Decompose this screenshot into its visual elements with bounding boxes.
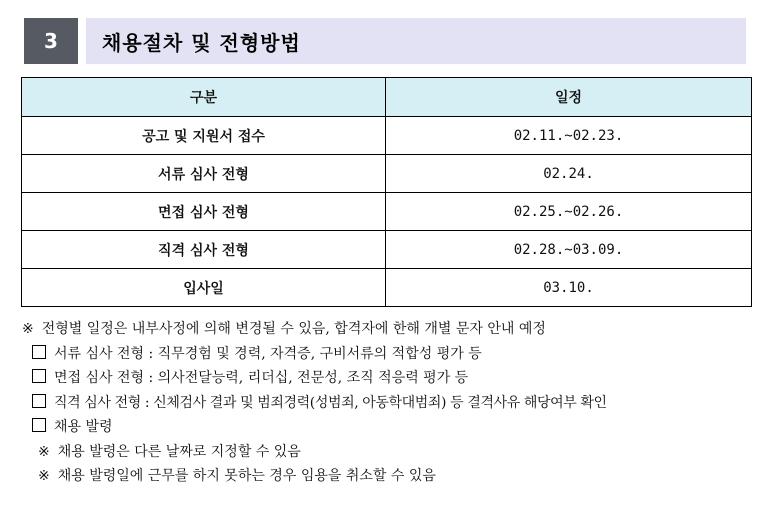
row-label: 면접 심사 전형 (22, 193, 386, 231)
header-category: 구분 (22, 78, 386, 117)
sub-note-text: 채용 발령일에 근무를 하지 못하는 경우 임용을 취소할 수 있음 (57, 468, 436, 484)
row-label: 입사일 (22, 269, 386, 307)
section-title: 채용절차 및 전형방법 (102, 30, 301, 55)
table-row (22, 269, 752, 307)
note-symbol: ※ (38, 443, 50, 460)
list-item (22, 391, 767, 416)
list-item (22, 366, 767, 391)
table-row (22, 193, 752, 231)
note-symbol: ※ (38, 468, 50, 484)
checkbox-square-icon (32, 418, 46, 432)
checkbox-square-icon (32, 369, 46, 383)
row-date: 03.10. (386, 269, 752, 307)
notes-section (22, 317, 767, 489)
row-date: 02.24. (386, 155, 752, 193)
section-header (24, 18, 746, 68)
row-date: 02.25.~02.26. (386, 193, 752, 231)
row-label: 공고 및 지원서 접수 (22, 117, 386, 155)
sub-note-text: 채용 발령은 다른 날짜로 지정할 수 있음 (57, 443, 301, 460)
checkbox-square-icon (32, 394, 46, 408)
list-item-text: 서류 심사 전형 : 직무경험 및 경력, 자격증, 구비서류의 적합성 평가 등 (54, 345, 482, 362)
schedule-note-text: 전형별 일정은 내부사정에 의해 변경될 수 있음, 합격자에 한해 개별 문자 안내 예정 (41, 321, 546, 337)
sub-note (22, 440, 767, 465)
note-symbol: ※ (22, 321, 34, 337)
sub-note (22, 464, 767, 489)
table-header-row (22, 78, 752, 117)
section-number: 3 (24, 18, 78, 64)
list-item-text: 면접 심사 전형 : 의사전달능력, 리더십, 전문성, 조직 적응력 평가 등 (54, 370, 469, 386)
row-date: 02.28.~03.09. (386, 231, 752, 269)
schedule-note (22, 317, 767, 342)
table-row (22, 231, 752, 269)
row-date: 02.11.~02.23. (386, 117, 752, 155)
row-label: 서류 심사 전형 (22, 155, 386, 193)
checkbox-square-icon (32, 345, 46, 359)
table-row (22, 117, 752, 155)
list-item-text: 채용 발령 (54, 419, 113, 435)
list-item (22, 415, 767, 440)
list-item-text: 직격 심사 전형 : 신체검사 결과 및 범죄경력(성범죄, 아동학대범죄) 등 결격사유 해당여부 확인 (54, 394, 607, 411)
row-label: 직격 심사 전형 (22, 231, 386, 269)
list-item (22, 342, 767, 367)
table-row (22, 155, 752, 193)
section-title-bar (86, 18, 746, 64)
schedule-table (21, 77, 752, 307)
header-schedule: 일정 (386, 78, 752, 117)
